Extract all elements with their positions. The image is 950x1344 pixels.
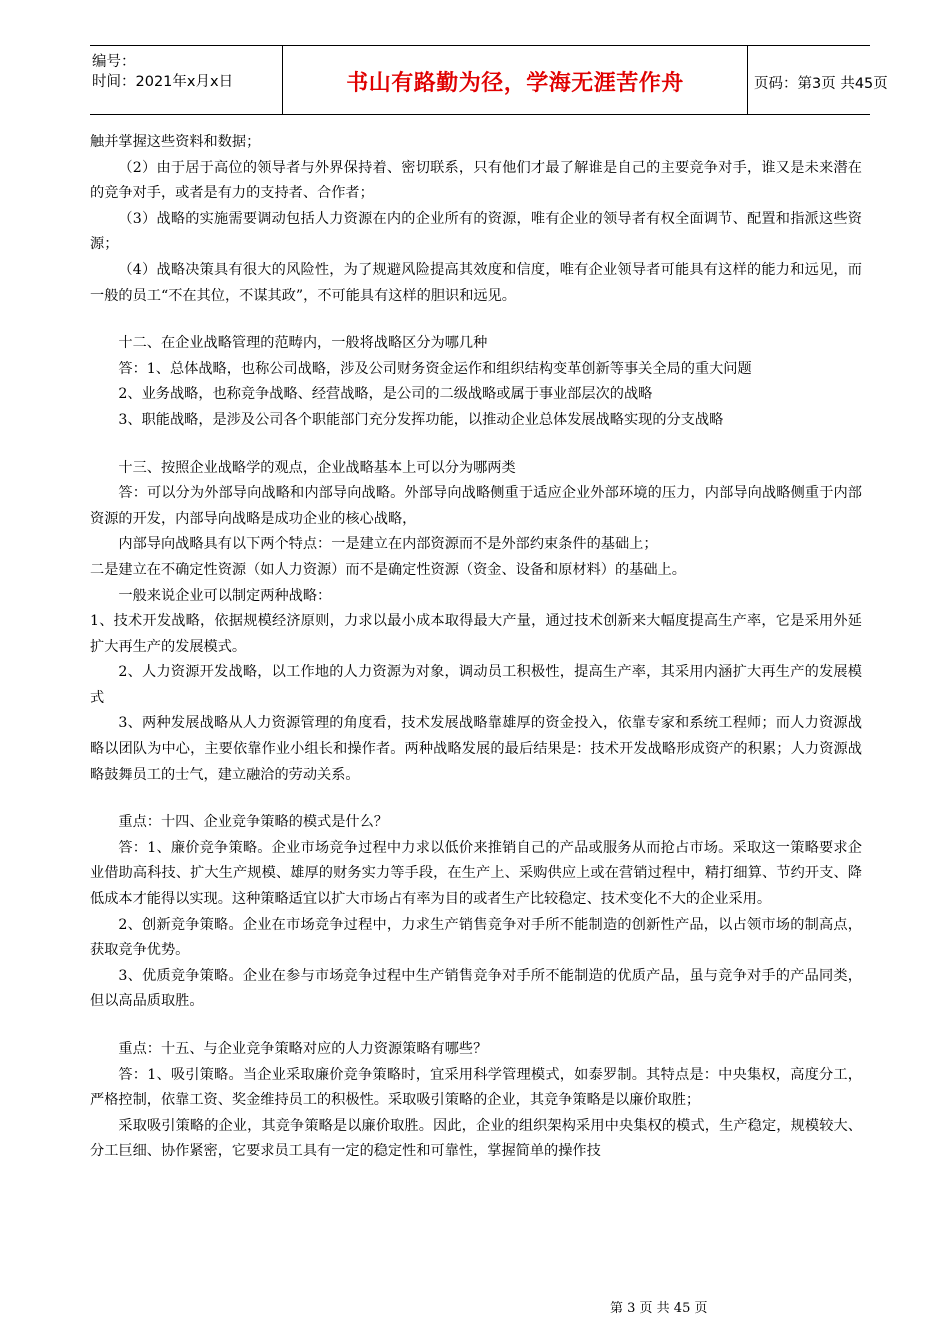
paragraph: （2）由于居于高位的领导者与外界保持着、密切联系，只有他们才最了解谁是自己的主要竞争对手，谁又是未来潜在的竞争对手，或者是有力的支持者、合作者； bbox=[90, 159, 862, 202]
paragraph: 2、业务战略，也称竞争战略、经营战略，是公司的二级战略或属于事业部层次的战略 bbox=[118, 386, 653, 403]
paragraph: 答：1、廉价竞争策略。企业市场竞争过程中力求以低价来推销自己的产品或服务从而抢占市场。采取这一策略要求企业借助高科技、扩大生产规模、雄厚的财务实力等手段，在生产上、采购供应上或在营销过程中，精打细算、节约开支、降低成本才能得以实现。这种策略适宜以扩大市场占有率为目的或者生产比较稳定、技术变化不大的企业采用。 bbox=[90, 839, 862, 908]
paragraph: 2、创新竞争策略。企业在市场竞争过程中，力求生产销售竞争对手所不能制造的创新性产品，以占领市场的制高点，获取竞争优势。 bbox=[90, 916, 862, 959]
page-header bbox=[90, 45, 888, 115]
section-heading: 十二、在企业战略管理的范畴内，一般将战略区分为哪几种 bbox=[118, 335, 488, 352]
page-footer: 第 3 页 共 45 页 bbox=[610, 1301, 708, 1316]
section-heading: 重点：十四、企业竞争策略的模式是什么？ bbox=[118, 814, 388, 831]
paragraph: 2、人力资源开发战略，以工作地的人力资源为对象，调动员工积极性，提高生产率，其采用内涵扩大再生产的发展模式 bbox=[90, 664, 862, 706]
document-time-label: 时间：2021年x月x日 bbox=[92, 74, 234, 90]
paragraph: 3、职能战略，是涉及公司各个职能部门充分发挥功能，以推动企业总体发展战略实现的分支战略 bbox=[118, 411, 724, 428]
paragraph: 答：1、总体战略，也称公司战略，涉及公司财务资金运作和组织结构变革创新等事关全局的重大问题 bbox=[118, 360, 752, 377]
paragraph: 内部导向战略具有以下两个特点：一是建立在内部资源而不是外部约束条件的基础上； bbox=[118, 536, 658, 553]
paragraph: 二是建立在不确定性资源（如人力资源）而不是确定性资源（资金、设备和原材料）的基础上。 bbox=[90, 561, 686, 578]
paragraph: 答：1、吸引策略。当企业采取廉价竞争策略时，宜采用科学管理模式，如泰罗制。其特点是：中央集权，高度分工，严格控制，依靠工资、奖金维持员工的积极性。采取吸引策略的企业，其竞争策略是以廉价取胜； bbox=[90, 1066, 862, 1109]
paragraph: 一般来说企业可以制定两种战略： bbox=[118, 587, 332, 604]
paragraph: 触并掌握这些资料和数据； bbox=[90, 134, 261, 150]
document-body bbox=[90, 130, 862, 1165]
paragraph: 采取吸引策略的企业，其竞争策略是以廉价取胜。因此，企业的组织架构采用中央集权的模式，生产稳定，规模较大、分工巨细、协作紧密，它要求员工具有一定的稳定性和可靠性，掌握简单的操作技 bbox=[90, 1117, 862, 1160]
header-motto-cell bbox=[282, 46, 748, 114]
paragraph: （3）战略的实施需要调动包括人力资源在内的企业所有的资源，唯有企业的领导者有权全面调节、配置和指派这些资源； bbox=[90, 210, 862, 253]
section-heading: 重点：十五、与企业竞争策略对应的人力资源策略有哪些？ bbox=[118, 1041, 488, 1057]
section-heading: 十三、按照企业战略学的观点，企业战略基本上可以分为哪两类 bbox=[118, 459, 516, 476]
document-number-label: 编号： bbox=[92, 54, 136, 70]
header-page-cell bbox=[746, 46, 888, 114]
paragraph: 3、两种发展战略从人力资源管理的角度看，技术发展战略靠雄厚的资金投入，依靠专家和系统工程师；而人力资源战略以团队为中心，主要依靠作业小组长和操作者。两种战略发展的最后结果是：技术开发战略形成资产的积累；人力资源战略鼓舞员工的士气，建立融洽的劳动关系。 bbox=[90, 715, 862, 783]
paragraph: 答：可以分为外部导向战略和内部导向战略。外部导向战略侧重于适应企业外部环境的压力，内部导向战略侧重于内部资源的开发，内部导向战略是成功企业的核心战略， bbox=[90, 485, 862, 527]
header-page-info: 页码：第3页 共45页 bbox=[754, 76, 888, 92]
paragraph: （4）战略决策具有很大的风险性，为了规避风险提高其效度和信度，唯有企业领导者可能具有这样的能力和远见，而一般的员工“不在其位，不谋其政”，不可能具有这样的胆识和远见。 bbox=[90, 261, 862, 304]
header-meta-cell bbox=[90, 46, 282, 114]
paragraph: 3、优质竞争策略。企业在参与市场竞争过程中生产销售竞争对手所不能制造的优质产品，虽与竞争对手的产品同类，但以高品质取胜。 bbox=[90, 967, 862, 1010]
paragraph: 1、技术开发战略，依据规模经济原则，力求以最小成本取得最大产量，通过技术创新来大幅度提高生产率，它是采用外延扩大再生产的发展模式。 bbox=[90, 613, 862, 655]
header-motto: 书山有路勤为径，学海无涯苦作舟 bbox=[346, 71, 684, 96]
